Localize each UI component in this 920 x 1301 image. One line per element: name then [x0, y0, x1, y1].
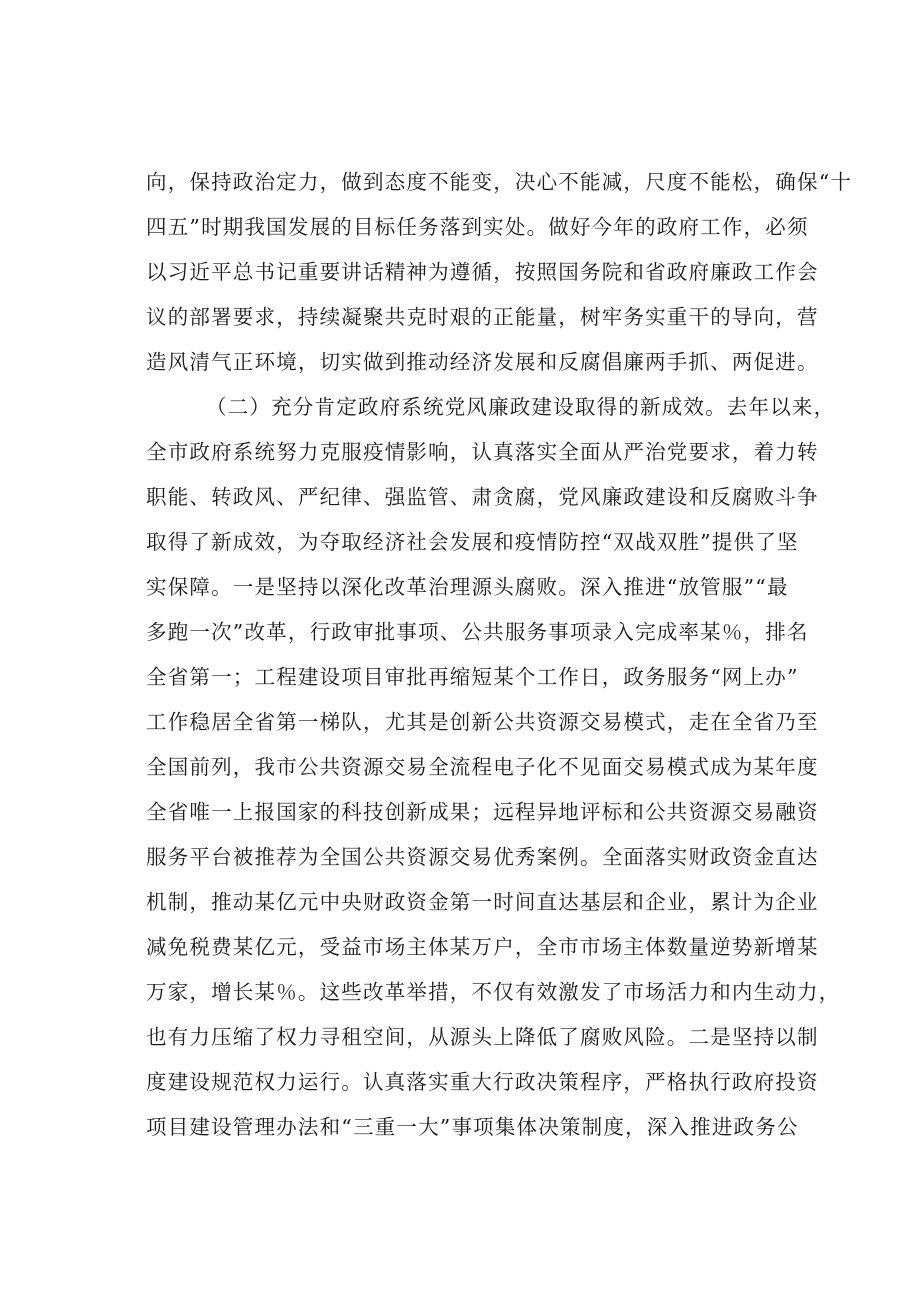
text-line: 议的部署要求，持续凝聚共克时艰的正能量，树牢务实重干的导向，营: [146, 305, 819, 329]
text-line: 向，保持政治定力，做到态度不能变，决心不能减，尺度不能松，确保“十: [146, 170, 853, 194]
text-line: 造风清气正环境，切实做到推动经济发展和反腐倡廉两手抓、两促进。: [146, 350, 819, 374]
text-line: 全省第一；工程建设项目审批再缩短某个工作日，政务服务“网上办”: [146, 665, 799, 689]
text-line: 全省唯一上报国家的科技创新成果；远程异地评标和公共资源交易融资: [146, 800, 819, 824]
text-line: 工作稳居全省第一梯队，尤其是创新公共资源交易模式，走在全省乃至: [146, 710, 819, 734]
body-text: [146, 160, 853, 1150]
text-line: 服务平台被推荐为全国公共资源交易优秀案例。全面落实财政资金直达: [146, 845, 819, 869]
text-line: 全国前列，我市公共资源交易全流程电子化不见面交易模式成为某年度: [146, 755, 819, 779]
text-line: 全市政府系统努力克服疫情影响，认真落实全面从严治党要求，着力转: [146, 440, 819, 464]
text-line: 项目建设管理办法和“三重一大”事项集体决策制度，深入推进政务公: [146, 1115, 799, 1139]
text-line: 实保障。一是坚持以深化改革治理源头腐败。深入推进“放管服”“最: [146, 575, 789, 599]
text-line: 减免税费某亿元，受益市场主体某万户，全市市场主体数量逆势新增某: [146, 935, 819, 959]
text-line: 多跑一次”改革，行政审批事项、公共服务事项录入完成率某％，排名: [146, 620, 809, 644]
text-line: 以习近平总书记重要讲话精神为遵循，按照国务院和省政府廉政工作会: [146, 260, 819, 284]
text-line: 四五”时期我国发展的目标任务落到实处。做好今年的政府工作，必须: [146, 215, 809, 239]
section-heading-line: （二）充分肯定政府系统党风廉政建设取得的新成效。去年以来，: [206, 395, 836, 419]
text-line: 取得了新成效，为夺取经济社会发展和疫情防控“双战双胜”提供了坚: [146, 530, 799, 554]
text-line: 职能、转政风、严纪律、强监管、肃贪腐，党风廉政建设和反腐败斗争: [146, 485, 819, 509]
text-line: 度建设规范权力运行。认真落实重大行政决策程序，严格执行政府投资: [146, 1070, 819, 1094]
text-line: 万家，增长某％。这些改革举措，不仅有效激发了市场活力和内生动力，: [146, 980, 841, 1004]
text-line: 也有力压缩了权力寻租空间，从源头上降低了腐败风险。二是坚持以制: [146, 1025, 819, 1049]
text-line: 机制，推动某亿元中央财政资金第一时间直达基层和企业，累计为企业: [146, 890, 819, 914]
